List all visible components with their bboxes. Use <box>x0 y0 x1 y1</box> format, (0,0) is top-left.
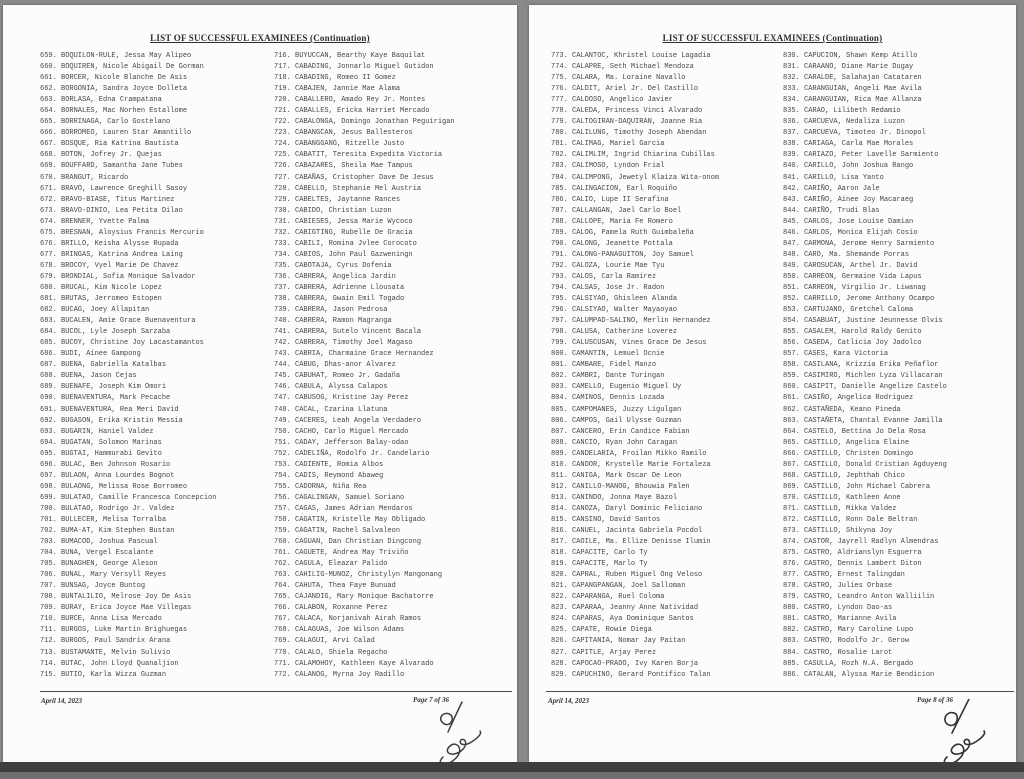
page-number: Page 8 of 36 <box>917 696 953 704</box>
examinee-row: 748. CACAL, Czarina Llatuna <box>274 405 388 414</box>
examinee-row: 791. CALONG-PANAGUITON, Joy Samuel <box>551 250 694 259</box>
examinee-row: 837. CARCUEVA, Timoteo Jr. Dinopol <box>783 129 926 138</box>
examinee-row: 789. CALOG, Pamela Ruth Guimbaleña <box>551 228 694 237</box>
examinee-row: 819. CAPACITE, Marlo Ty <box>551 560 648 569</box>
examinee-row: 859. CASIMIRO, Michlen Lyza Villacaran <box>783 372 943 381</box>
examinee-row: 874. CASTOR, Jayrell Radlyn Almendras <box>783 538 939 547</box>
examinee-row: 855. CASALEM, Harold Raldy Genito <box>783 328 922 337</box>
examinee-row: 858. CASILANA, Krizzia Erika Peñaflor <box>783 361 939 370</box>
examinee-row: 846. CARLOS, Monica Elijah Cosio <box>783 228 918 237</box>
examinee-row: 842. CARIÑO, Aaron Jale <box>783 184 880 193</box>
examinee-row: 686. BUDI, Ainee Gampong <box>40 350 141 359</box>
examinee-row: 781. CALIMAG, Mariel Garcia <box>551 140 665 149</box>
footer-date: April 14, 2023 <box>548 697 590 705</box>
examinee-row: 820. CAPRAL, Ruben Miguel Ong Veloso <box>551 571 703 580</box>
examinee-row: 785. CALINGACION, Earl Roquiño <box>551 184 678 193</box>
examinee-row: 774. CALAPRE, Seth Michael Mendoza <box>551 63 694 72</box>
examinee-column-2 <box>783 51 947 681</box>
examinee-row: 700. BULATAO, Rodrigo Jr. Valdez <box>40 504 175 513</box>
examinee-row: 818. CAPACITE, Carlo Ty <box>551 549 648 558</box>
examinee-row: 701. BULLECER, Melisa Torralba <box>40 515 167 524</box>
page-number: Page 7 of 36 <box>413 696 449 704</box>
examinee-row: 662. BORGONIA, Sandra Joyce Dolleta <box>40 85 188 94</box>
examinee-row: 755. CADORNA, Niña Rea <box>274 482 367 491</box>
examinee-row: 715. BUTIO, Karla Wizza Guzman <box>40 670 167 679</box>
examinee-row: 752. CADELIÑA, Rodolfo Jr. Candelario <box>274 449 430 458</box>
examinee-row: 770. CALALO, Shiela Regacho <box>274 648 388 657</box>
examinee-row: 854. CASABUAT, Justine Jeunnesse Olvis <box>783 317 943 326</box>
examinee-row: 669. BOUFFARD, Samantha Jane Tubes <box>40 162 183 171</box>
examinee-row: 849. CAROSUCAN, Arthel Jr. David <box>783 261 918 270</box>
examinee-row: 704. BUNA, Vergel Escalante <box>40 549 154 558</box>
examinee-row: 671. BRAVO, Lawrence Greghill Sasoy <box>40 184 188 193</box>
examinee-row: 759. CAGATIN, Rachel Salvaleon <box>274 527 401 536</box>
examinee-row: 852. CARRILLO, Jerome Anthony Ocampo <box>783 295 935 304</box>
examinee-row: 757. CAGAS, James Adrian Mendaros <box>274 504 413 513</box>
examinee-row: 659. BOQUILON-RULE, Jessa May Alipeo <box>40 52 192 60</box>
examinee-row: 865. CASTILLO, Angelica Elaine <box>783 438 910 447</box>
examinee-row: 707. BUNSAG, Joyce Buntog <box>40 582 146 591</box>
examinee-row: 668. BOTON, Jofrey Jr. Quejas <box>40 151 162 160</box>
examinee-row: 790. CALONG, Jeanette Pottala <box>551 239 673 248</box>
examinee-row: 730. CABIDO, Christian Luzon <box>274 206 392 215</box>
signature <box>919 699 1009 767</box>
examinee-row: 712. BURGOS, Paul Sandrix Arana <box>40 637 171 646</box>
examinee-row: 753. CADIENTE, Romia Albos <box>274 460 384 469</box>
examinee-row: 833. CARANGUIAN, Angeli Mae Avila <box>783 85 922 94</box>
examinee-row: 831. CARAANO, Diane Marie Dugay <box>783 63 914 72</box>
examinee-row: 723. CABANGCAN, Jesus Ballesteros <box>274 129 413 138</box>
examinee-row: 676. BRILLO, Keisha Alysse Rupada <box>40 239 179 248</box>
examinee-row: 719. CABAJEN, Jannie Mae Alama <box>274 85 401 94</box>
examinee-row: 716. BUYUCCAN, Bearthy Kaye Baquilat <box>274 52 426 60</box>
page-7 <box>3 5 517 762</box>
examinee-row: 661. BORCER, Nicole Blanche De Asis <box>40 74 188 83</box>
examinee-row: 771. CALAMOHOY, Kathleen Kaye Alvarado <box>274 659 434 668</box>
examinee-row: 778. CALEDA, Princess Vinci Alvarado <box>551 107 703 116</box>
examinee-row: 884. CASTRO, Rosalie Larot <box>783 648 893 657</box>
examinee-row: 860. CASIPIT, Danielle Angelize Castelo <box>783 383 947 392</box>
examinee-row: 708. BUNTALILIO, Melrose Joy De Asis <box>40 593 192 602</box>
examinee-row: 877. CASTRO, Ernest Talingdan <box>783 571 905 580</box>
examinee-row: 735. CABOTAJA, Cyrus Dofenia <box>274 261 392 270</box>
examinee-row: 664. BORNALES, Mac Norhen Estallome <box>40 107 188 116</box>
examinee-row: 739. CABRERA, Jason Pedrosa <box>274 306 388 315</box>
examinee-row: 803. CAMELLO, Eugenio Miguel Uy <box>551 383 682 392</box>
examinee-row: 816. CANUEL, Jacinta Gabriela Pocdol <box>551 527 703 536</box>
examinee-row: 697. BULAON, Anna Lourdes Bognot <box>40 471 175 480</box>
examinee-row: 794. CALSAS, Jose Jr. Radon <box>551 283 665 292</box>
examinee-row: 702. BUMA-AT, Kim Stephen Bustan <box>40 527 175 536</box>
examinee-row: 834. CARANGUIAN, Rica Mae Allanza <box>783 96 922 105</box>
examinee-row: 806. CAMPOS, Gail Ulysse Guzman <box>551 416 682 425</box>
signature <box>415 699 505 767</box>
examinee-row: 660. BOQUIREN, Nicole Abigail De Gorman <box>40 63 204 72</box>
examinee-row: 824. CAPARAS, Aya Dominique Santos <box>551 615 694 624</box>
examinee-row: 836. CARCUEVA, Nedaliza Luzon <box>783 118 905 127</box>
examinee-row: 695. BUGTAI, Hammurabi Gevito <box>40 449 162 458</box>
examinee-row: 783. CALIMOSO, Lyndon Frial <box>551 162 665 171</box>
examinee-row: 751. CADAY, Jefferson Balay-odao <box>274 438 409 447</box>
examinee-column-2 <box>274 51 455 681</box>
examinee-row: 857. CASES, Kara Victoria <box>783 350 889 359</box>
examinee-row: 841. CARILLO, Lisa Yanto <box>783 173 884 182</box>
examinee-row: 856. CASEDA, Catlicia Joy Jadolco <box>783 339 922 348</box>
examinee-row: 821. CAPANGPANGAN, Joel Salloman <box>551 582 686 591</box>
examinee-row: 843. CARIÑO, Ainee Joy Macaraeg <box>783 195 914 204</box>
examinee-row: 683. BUCALEN, Amie Grace Buenaventura <box>40 317 196 326</box>
examinee-row: 737. CABRERA, Adrienne Llousata <box>274 283 405 292</box>
examinee-row: 705. BUNAGHEN, George Aleson <box>40 560 158 569</box>
examinee-row: 761. CAGUETE, Andrea May Triviño <box>274 549 409 558</box>
examinee-row: 763. CAHILIG-MUNOZ, Christylyn Mangonang <box>274 571 443 580</box>
examinee-row: 780. CALILUNG, Timothy Joseph Abendan <box>551 129 707 138</box>
examinee-row: 691. BUENAVENTURA, Rea Meri David <box>40 405 179 414</box>
examinee-row: 665. BORRINAGA, Carlo Gostelano <box>40 118 171 127</box>
examinee-row: 721. CABALLES, Ericka Harriet Mercado <box>274 107 430 116</box>
examinee-row: 815. CANSINO, David Santos <box>551 515 661 524</box>
examinee-row: 868. CASTILLO, Jephthah Chico <box>783 471 905 480</box>
examinee-row: 717. CABADING, Jonnarlo Miguel Gutidon <box>274 63 434 72</box>
examinee-row: 881. CASTRO, Marianne Avila <box>783 615 897 624</box>
examinee-row: 734. CABIOS, John Paul Gazweningn <box>274 250 413 259</box>
examinee-row: 804. CAMINOS, Dennis Lozada <box>551 394 665 403</box>
examinee-row: 827. CAPITLE, Arjay Perez <box>551 648 657 657</box>
examinee-row: 766. CALABON, Roxanne Perez <box>274 604 388 613</box>
examinee-row: 793. CALOS, Carla Ramirez <box>551 272 657 281</box>
examinee-row: 667. BOSQUE, Ria Katrina Bautista <box>40 140 179 149</box>
examinee-row: 740. CABRERA, Ramon Magranga <box>274 317 392 326</box>
examinee-row: 736. CABRERA, Angelica Jardin <box>274 272 396 281</box>
examinee-row: 772. CALANOG, Myrna Joy Radillo <box>274 670 405 679</box>
examinee-row: 743. CABRIA, Charmaine Grace Hernandez <box>274 350 434 359</box>
examinee-row: 746. CABULA, Alyssa Calapos <box>274 383 388 392</box>
examinee-row: 850. CARREON, Germaine Vida Lapus <box>783 272 922 281</box>
examinee-row: 726. CABAZARES, Sheila Mae Tampus <box>274 162 413 171</box>
examinee-row: 710. BURCE, Anna Lisa Mercado <box>40 615 162 624</box>
examinee-row: 829. CAPUCHINO, Gerard Pontifico Talan <box>551 670 711 679</box>
examinee-row: 870. CASTILLO, Kathleen Anne <box>783 493 901 502</box>
examinee-row: 750. CACHO, Carlo Miguel Mercado <box>274 427 409 436</box>
examinee-row: 873. CASTILLO, Shikyna Joy <box>783 527 893 536</box>
examinee-row: 788. CALLOPE, Maria Fe Romero <box>551 217 673 226</box>
examinee-row: 813. CANINDO, Jonna Maye Bazol <box>551 493 678 502</box>
examinee-row: 810. CANDOR, Krystelle Marie Fortaleza <box>551 460 711 469</box>
examinee-row: 742. CABRERA, Timothy Joel Magaso <box>274 339 413 348</box>
examinee-row: 844. CARIÑO, Trudi Blas <box>783 206 880 215</box>
examinee-row: 775. CALARA, Ma. Loraine Navallo <box>551 74 686 83</box>
examinee-row: 777. CALDOSO, Angelico Javier <box>551 96 673 105</box>
examinee-row: 779. CALTOGIRAN-DAQUIRAN, Joanne Ria <box>551 118 703 127</box>
examinee-row: 672. BRAVO-BIASE, Titus Martinez <box>40 195 175 204</box>
examinee-row: 677. BRINGAS, Katrina Andrea Laing <box>40 250 183 259</box>
examinee-row: 732. CABIGTING, Rubelle De Gracia <box>274 228 413 237</box>
examinee-row: 801. CAMBARE, Fidel Manzo <box>551 361 657 370</box>
examinee-row: 795. CALSIYAO, Ghisleen Alanda <box>551 295 678 304</box>
examinee-row: 782. CALIMLIM, Ingrid Chiarina Cubillas <box>551 151 715 160</box>
examinee-row: 866. CASTILLO, Christen Domingo <box>783 449 914 458</box>
examinee-row: 826. CAPITANIA, Nomar Jay Paitan <box>551 637 686 646</box>
examinee-row: 871. CASTILLO, Mikka Valdez <box>783 504 897 513</box>
page-title: LIST OF SUCCESSFUL EXAMINEES (Continuation) <box>662 33 883 43</box>
examinee-row: 765. CAJANDIG, Mary Monique Bachatorre <box>274 593 434 602</box>
examinee-row: 690. BUENAVENTURA, Mark Pecache <box>40 394 171 403</box>
examinee-row: 758. CAGATIN, Kristelle May Obligado <box>274 515 426 524</box>
examinee-row: 809. CANDELARIA, Froilan Mikko Ramilo <box>551 449 707 458</box>
examinee-row: 835. CARAO, Lilibeth Redamio <box>783 107 901 116</box>
examinee-row: 679. BRONDIAL, Sofia Monique Salvador <box>40 272 196 281</box>
examinee-row: 762. CAGULA, Eleazar Palido <box>274 560 388 569</box>
examinee-row: 798. CALUSA, Catherine Loverez <box>551 328 678 337</box>
examinee-row: 768. CALAGUAS, Joe Wilson Adams <box>274 626 405 635</box>
footer-date: April 14, 2023 <box>41 697 83 705</box>
examinee-row: 817. CAOILE, Ma. Ellize Denisse Ilumin <box>551 538 711 547</box>
examinee-row: 776. CALDIT, Ariel Jr. Del Castillo <box>551 85 699 94</box>
page-8 <box>529 5 1016 762</box>
examinee-row: 767. CALACA, Norjanivah Airah Ramos <box>274 615 422 624</box>
examinee-row: 832. CARALDE, Salahajan Catataren <box>783 74 922 83</box>
examinee-row: 773. CALANTOC, Khristel Louise Lagadia <box>551 52 711 60</box>
examinee-row: 666. BORROMEO, Lauren Star Amantillo <box>40 129 192 138</box>
examinee-row: 709. BURAY, Erica Joyce Mae Villegas <box>40 604 192 613</box>
examinee-row: 830. CAPUCION, Shawn Kemp Atillo <box>783 52 918 60</box>
examinee-row: 822. CAPARANGA, Ruel Coloma <box>551 593 665 602</box>
examinee-row: 681. BRUTAS, Jerromeo Estopen <box>40 295 162 304</box>
examinee-row: 706. BUNAL, Mary Versyll Reyes <box>40 571 167 580</box>
examinee-column-1 <box>551 51 719 681</box>
examinee-row: 731. CABIESES, Jessa Marie Wycoco <box>274 217 413 226</box>
examinee-row: 689. BUENAFE, Joseph Kim Omori <box>40 383 167 392</box>
examinee-row: 711. BURGOS, Luke Martin Brighuegas <box>40 626 188 635</box>
examinee-row: 828. CAPOCAO-PRADO, Ivy Karen Borja <box>551 659 699 668</box>
examinee-row: 714. BUTAC, John Lloyd Quanaljion <box>40 659 179 668</box>
examinee-row: 786. CALIO, Lupe II Serafina <box>551 195 669 204</box>
examinee-row: 875. CASTRO, Aldrianslyn Esguerra <box>783 549 922 558</box>
footer-rule <box>546 691 1014 692</box>
examinee-row: 670. BRANGUT, Ricardo <box>40 173 129 182</box>
examinee-row: 703. BUMACOD, Joshua Pascual <box>40 538 158 547</box>
examinee-row: 861. CASIÑO, Angelica Rodriguez <box>783 394 914 403</box>
examinee-row: 814. CANOZA, Daryl Dominic Feliciano <box>551 504 703 513</box>
examinee-row: 853. CARTUJANO, Gretchel Caloma <box>783 306 914 315</box>
page-title: LIST OF SUCCESSFUL EXAMINEES (Continuation) <box>150 33 370 43</box>
examinee-row: 769. CALAGUI, Arvi Calad <box>274 637 375 646</box>
examinee-row: 725. CABATIT, Teresita Expedita Victoria <box>274 151 443 160</box>
examinee-row: 754. CADIS, Reymond Abaweg <box>274 471 384 480</box>
examinee-row: 675. BRESNAN, Aloysius Francis Mercurio <box>40 228 204 237</box>
examinee-row: 694. BUGATAN, Solomon Marinas <box>40 438 162 447</box>
examinee-row: 724. CABANGGANG, Ritzelle Justo <box>274 140 405 149</box>
examinee-row: 823. CAPARAA, Jeanny Anne Natividad <box>551 604 699 613</box>
examinee-row: 733. CABILI, Romina Jvlee Corocoto <box>274 239 417 248</box>
examinee-row: 693. BUGARIN, Haniel Valdez <box>40 427 154 436</box>
examinee-row: 879. CASTRO, Leandro Anton Walliilin <box>783 593 935 602</box>
examinee-row: 792. CALOZA, Lourie Mae Tyu <box>551 261 665 270</box>
examinee-row: 886. CATALAN, Alyssa Marie Bendicion <box>783 670 935 679</box>
examinee-row: 682. BUCAG, Joey Allapitan <box>40 306 150 315</box>
examinee-row: 784. CALIMPONG, Jewetyl Klaiza Wita-onom <box>551 173 720 182</box>
examinee-row: 825. CAPATE, Rowie Diega <box>551 626 652 635</box>
examinee-row: 744. CABUG, Dhas-anor Alvarez <box>274 361 396 370</box>
examinee-row: 756. CAGALINGAN, Samuel Soriano <box>274 493 405 502</box>
examinee-row: 799. CALUSCUSAN, Vines Grace De Jesus <box>551 339 707 348</box>
examinee-row: 807. CANCERO, Erin Candice Fabian <box>551 427 690 436</box>
examinee-row: 845. CARLOS, Jose Louise Damian <box>783 217 914 226</box>
examinee-row: 867. CASTILLO, Donald Cristian Agduyeng <box>783 460 947 469</box>
examinee-row: 678. BROCOY, Vyel Marie De Chavez <box>40 261 179 270</box>
examinee-row: 885. CASULLA, Rozh N.A. Bergado <box>783 659 914 668</box>
backdrop-bottom-dark <box>0 762 1024 772</box>
examinee-row: 805. CAMPOMANES, Juzzy Ligulgan <box>551 405 682 414</box>
examinee-column-1 <box>40 51 216 681</box>
examinee-row: 722. CABALONGA, Domingo Jonathan Peguirigan <box>274 118 455 127</box>
examinee-row: 808. CANCIO, Ryan John Caragan <box>551 438 678 447</box>
footer-rule <box>40 691 512 692</box>
examinee-row: 741. CABRERA, Sutelo Vincent Bacala <box>274 328 422 337</box>
backdrop-bottom-light <box>0 772 1024 779</box>
examinee-row: 729. CABELTES, Jaytanne Rances <box>274 195 401 204</box>
examinee-row: 851. CARREON, Virgilio Jr. Liwanag <box>783 283 926 292</box>
examinee-row: 720. CABALLERO, Amado Rey Jr. Montes <box>274 96 426 105</box>
examinee-row: 882. CASTRO, Mary Caroline Lupo <box>783 626 914 635</box>
examinee-row: 685. BUCOY, Christine Joy Lacastamantos <box>40 339 204 348</box>
examinee-row: 883. CASTRO, Rodolfo Jr. Gerow <box>783 637 910 646</box>
examinee-row: 872. CASTILLO, Ronn Dale Beltran <box>783 515 918 524</box>
examinee-row: 787. CALLANGAN, Jael Carlo Boel <box>551 206 682 215</box>
examinee-row: 764. CAHUTA, Thea Faye Bunuad <box>274 582 396 591</box>
examinee-row: 864. CASTELO, Bettina Jo Dela Rosa <box>783 427 926 436</box>
examinee-row: 811. CANIGA, Mark Oscar De Leon <box>551 471 682 480</box>
examinee-row: 876. CASTRO, Dennis Lambert Diton <box>783 560 922 569</box>
examinee-row: 674. BRENNER, Yvette Palma <box>40 217 150 226</box>
examinee-row: 800. CAMANTIN, Lemuel Ocnie <box>551 350 665 359</box>
examinee-row: 692. BUGASON, Erika Kristin Messia <box>40 416 183 425</box>
examinee-row: 838. CARIAGA, Carla Mae Morales <box>783 140 914 149</box>
examinee-row: 802. CAMBRI, Dante Turingan <box>551 372 665 381</box>
examinee-row: 848. CARO, Ma. Shemande Porras <box>783 250 910 259</box>
examinee-row: 684. BUCOL, Lyle Joseph Sarzaba <box>40 328 171 337</box>
examinee-row: 673. BRAVO-DINIO, Lea Petita Dilao <box>40 206 183 215</box>
examinee-row: 688. BUENA, Jason Cejas <box>40 372 137 381</box>
examinee-row: 727. CABAÑAS, Cristopher Dave De Jesus <box>274 173 434 182</box>
examinee-row: 796. CALSIYAO, Walter Mayaoyao <box>551 306 678 315</box>
examinee-row: 797. CALUMPAD-SALINO, Merlin Hernandez <box>551 317 711 326</box>
examinee-row: 680. BRUCAL, Kim Nicole Lopez <box>40 283 162 292</box>
examinee-row: 812. CANILLO-MANOG, Bhouwia Palen <box>551 482 690 491</box>
examinee-row: 839. CARIAZO, Peter Lavelle Sarmiento <box>783 151 939 160</box>
examinee-row: 863. CASTAÑETA, Chantal Evanne Jamilla <box>783 416 943 425</box>
examinee-row: 698. BULAONG, Melissa Rose Borromeo <box>40 482 188 491</box>
examinee-row: 738. CABRERA, Gwain Emil Togado <box>274 295 405 304</box>
examinee-row: 747. CABUSOG, Kristine Jay Perez <box>274 394 409 403</box>
examinee-row: 869. CASTILLO, John Michael Cabrera <box>783 482 931 491</box>
examinee-row: 718. CABADING, Romeo II Gomez <box>274 74 396 83</box>
examinee-row: 663. BORLASA, Edna Crampatana <box>40 96 162 105</box>
examinee-row: 749. CACERES, Leah Angela Verdadero <box>274 416 422 425</box>
examinee-row: 745. CABUHAT, Romeo Jr. Gadaña <box>274 372 401 381</box>
examinee-row: 847. CARMONA, Jerome Henry Sarmiento <box>783 239 935 248</box>
examinee-row: 880. CASTRO, Lyndon Dao-as <box>783 604 893 613</box>
examinee-row: 713. BUSTAMANTE, Melvin Sulivio <box>40 648 171 657</box>
examinee-row: 760. CAGUAN, Dan Christian Dingcong <box>274 538 422 547</box>
examinee-row: 699. BULATAO, Camille Francesca Concepcion <box>40 493 217 502</box>
examinee-row: 878. CASTRO, Julies Orbase <box>783 582 893 591</box>
examinee-row: 696. BULAC, Ben Johnson Rosario <box>40 460 171 469</box>
examinee-row: 840. CARILLO, John Joshua Rango <box>783 162 914 171</box>
examinee-row: 728. CABELLO, Stephanie Mel Austria <box>274 184 422 193</box>
examinee-row: 862. CASTAÑEDA, Keano Pineda <box>783 405 901 414</box>
examinee-row: 687. BUENA, Gabriella Katalbas <box>40 361 167 370</box>
